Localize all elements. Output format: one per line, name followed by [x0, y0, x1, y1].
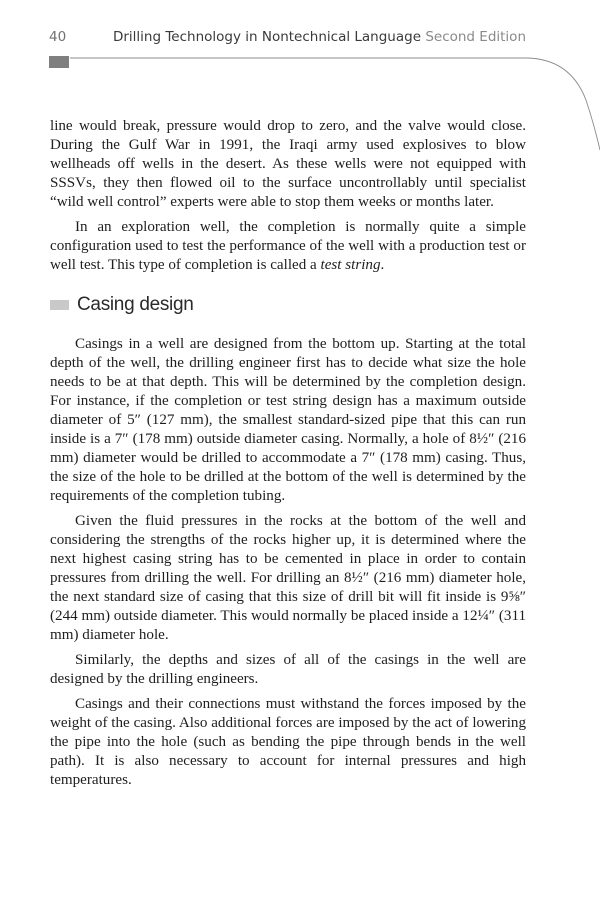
section-marker: [50, 300, 69, 310]
edition-label: Second Edition: [425, 29, 526, 45]
book-title: Drilling Technology in Nontechnical Language: [112, 29, 422, 45]
paragraph: Casings and their connections must withstand the forces imposed by the weight of the casing. Also additional forces are imposed by the act of lowering the pipe into the hole (such as bending the pipe through bends in the well path). It is also necessary to account for internal pressures and high temperatures.: [50, 696, 526, 788]
paragraph: Given the fluid pressures in the rocks at the bottom of the well and considering the strengths of the rocks higher up, it is determined where the next highest casing string has to be cemented in place in order to contain pressures from drilling the well. For drilling an 8½″ (216 mm) diameter hole, the next standard size of casing that this size of drill bit will fit inside is 9⅝″ (244 mm) outside diameter. This would normally be placed inside a 12¼″ (311 mm) diameter hole.: [50, 513, 526, 643]
paragraph: Similarly, the depths and sizes of all of the casings in the well are designed by the drilling engineers.: [50, 652, 526, 687]
paragraph: Casings in a well are designed from the bottom up. Starting at the total depth of the well, the drilling engineer first has to decide what size the hole needs to be at that depth. This will be determined by the completion design. For instance, if the completion or test string design has a maximum outside diameter of 5″ (127 mm), the smallest standard-sized pipe that this can run inside is a 7″ (178 mm) outside diameter casing. Normally, a hole of 8½″ (216 mm) diameter would be drilled to accommodate a 7″ (178 mm) casing. Thus, the size of the hole to be drilled at the bottom of the well is determined by the requirements of the completion tubing.: [50, 336, 526, 504]
paragraph-end: .: [380, 257, 385, 273]
body-text: [50, 117, 526, 796]
emphasis-term: test string: [320, 257, 381, 273]
paragraph-exploration-well: [50, 218, 526, 275]
section-heading: [50, 295, 526, 314]
paragraph-continued: line would break, pressure would drop to zero, and the valve would close. During the Gulf War in 1991, the Iraqi army used explosives to blow wellheads off wells in the desert. As these wells were not equipped with SSSVs, they then flowed oil to the surface uncontrollably until specialist “wild well control” experts were able to stop them weeks or months later.: [50, 118, 526, 210]
page-number: 40: [49, 29, 67, 45]
paragraph-text: In an exploration well, the completion is normally quite a simple configuration used to test the performance of the well with a production test or well test. This type of completion is called a: [50, 219, 526, 273]
section-title: Casing design: [77, 294, 194, 315]
